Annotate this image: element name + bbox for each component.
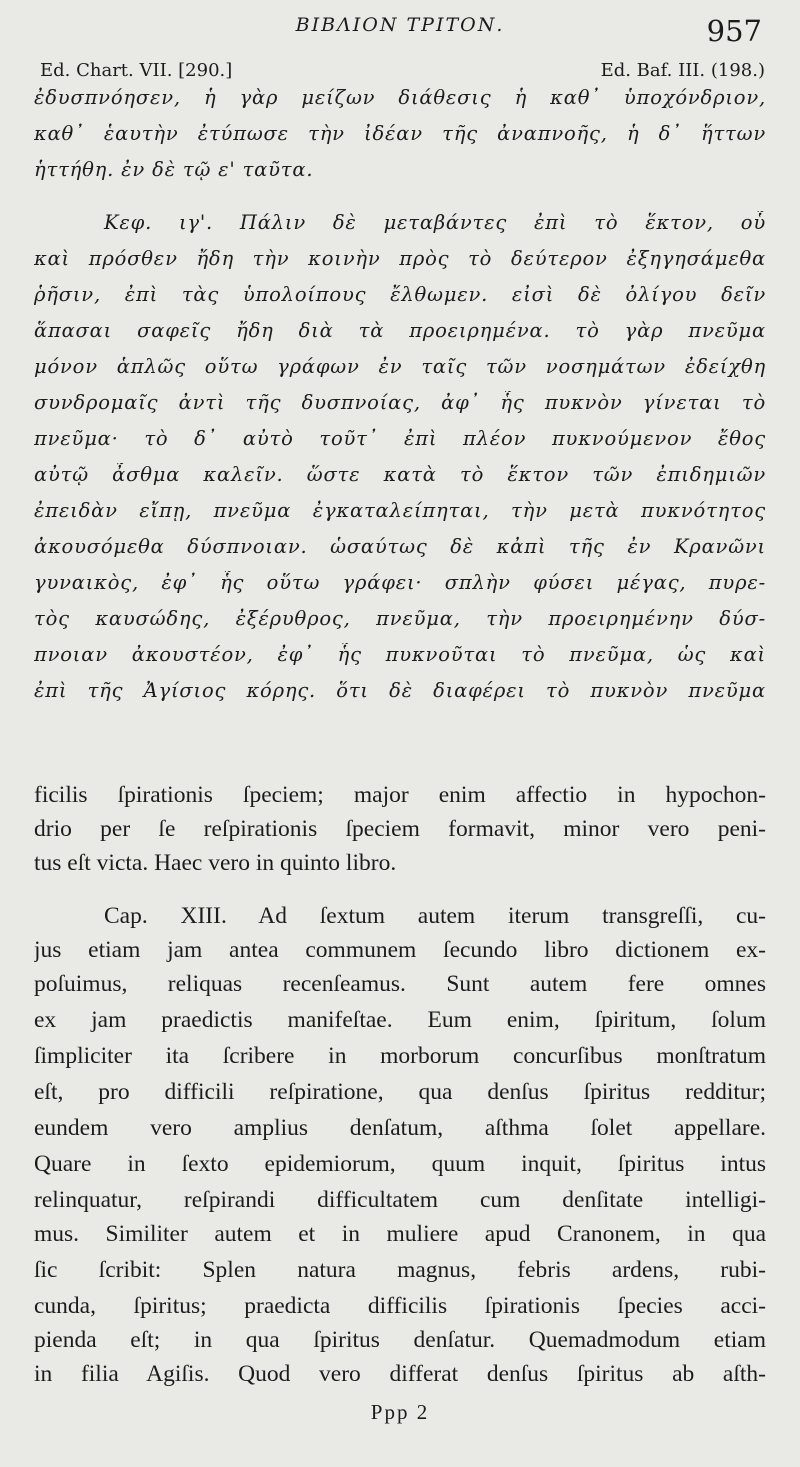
greek-line: ἡττήθη. ἐν δὲ τῷ ε' ταῦτα. [34, 158, 314, 181]
page-number: 957 [706, 14, 762, 48]
running-head: ΒΙΒΛΙΟΝ ΤΡΙΤΟΝ. [295, 14, 505, 36]
greek-line: ἅπασαι σαφεῖς ἤδη διὰ τὰ προειρημένα. τὸ γὰρ πνεῦμα [34, 319, 766, 342]
latin-line: Cap. XIII. Ad ſextum autem iterum transgreſſi, cu- [104, 903, 766, 929]
latin-line: eſt, pro difficili reſpiratione, qua denſus ſpiritus redditur; [34, 1079, 766, 1105]
signature-mark: Ppp 2 [370, 1400, 430, 1424]
latin-line: drio per ſe reſpirationis ſpeciem formavit, minor vero peni- [34, 816, 766, 842]
latin-line: eundem vero amplius denſatum, aſthma ſolet appellare. [34, 1115, 766, 1141]
greek-line: πνεῦμα· τὸ δ᾽ αὐτὸ τοῦτ᾽ ἐπὶ πλέον πυκνούμενον ἔθος [34, 427, 766, 450]
latin-line: in filia Agiſis. Quod vero differat denſus ſpiritus ab aſth- [34, 1361, 766, 1387]
greek-line: γυναικὸς, ἐφ᾽ ἧς οὕτω γράφει· σπλὴν φύσει μέγας, πυρε- [34, 571, 766, 594]
greek-line: ἀκουσόμεθα δύσπνοιαν. ὡσαύτως δὲ κἀπὶ τῆς ἐν Κρανῶνι [34, 535, 766, 558]
latin-line: ſimpliciter ita ſcribere in morborum concurſibus monſtratum [34, 1043, 766, 1069]
latin-line: ex jam praedictis manifeſtae. Eum enim, ſpiritum, ſolum [34, 1007, 766, 1033]
greek-line: Κεφ. ιγ'. Πάλιν δὲ μεταβάντες ἐπὶ τὸ ἕκτον, οὗ [104, 211, 766, 234]
latin-line: ſic ſcribit: Splen natura magnus, febris ardens, rubi- [34, 1257, 766, 1283]
greek-line: καὶ πρόσθεν ἤδη τὴν κοινὴν πρὸς τὸ δεύτερον ἐξηγησάμεθα [34, 247, 766, 270]
greek-line: τὸς καυσώδης, ἐξέρυθρος, πνεῦμα, τὴν προειρημένην δύσ- [34, 607, 766, 630]
greek-line: ἐπὶ τῆς Ἀγίσιος κόρης. ὅτι δὲ διαφέρει τὸ πυκνὸν πνεῦμα [34, 679, 766, 702]
edition-reference-line [40, 60, 765, 81]
latin-line: poſuimus, reliquas recenſeamus. Sunt autem fere omnes [34, 971, 766, 997]
greek-line: μόνον ἁπλῶς οὕτω γράφων ἐν ταῖς τῶν νοσημάτων ἐδείχθη [34, 355, 766, 378]
greek-line: πνοιαν ἀκουστέον, ἐφ᾽ ἧς πυκνοῦται τὸ πνεῦμα, ὡς καὶ [34, 643, 766, 666]
greek-line: ῥῆσιν, ἐπὶ τὰς ὑπολοίπους ἔλθωμεν. εἰσὶ δὲ ὀλίγου δεῖν [34, 283, 766, 306]
greek-line: αὐτῷ ἆσθμα καλεῖν. ὥστε κατὰ τὸ ἕκτον τῶν ἐπιδημιῶν [34, 463, 766, 486]
latin-line: jus etiam jam antea communem ſecundo libro dictionem ex- [34, 937, 766, 963]
latin-line: cunda, ſpiritus; praedicta difficilis ſpirationis ſpecies acci- [34, 1293, 766, 1319]
latin-line: ficilis ſpirationis ſpeciem; major enim affectio in hypochon- [34, 782, 766, 808]
greek-line: καθ᾽ ἑαυτὴν ἐτύπωσε τὴν ἰδέαν τῆς ἀναπνοῆς, ἡ δ᾽ ἥττων [34, 122, 766, 145]
latin-line: mus. Similiter autem et in muliere apud Cranonem, in qua [34, 1221, 766, 1247]
latin-line: relinquatur, reſpirandi difficultatem cum denſitate intelligi- [34, 1187, 766, 1213]
latin-line: pienda eſt; in qua ſpiritus denſatur. Quemadmodum etiam [34, 1327, 766, 1353]
edition-basel-reference: Ed. Baf. III. (198.) [600, 60, 765, 81]
greek-line: ἐπειδὰν εἴπῃ, πνεῦμα ἐγκαταλείπηται, τὴν μετὰ πυκνότητος [34, 499, 766, 522]
edition-chart-reference: Ed. Chart. VII. [290.] [40, 60, 233, 81]
greek-line: συνδρομαῖς ἀντὶ τῆς δυσπνοίας, ἀφ᾽ ἧς πυκνὸν γίνεται τὸ [34, 391, 766, 414]
latin-line: tus eſt victa. Haec vero in quinto libro. [34, 850, 397, 876]
latin-line: Quare in ſexto epidemiorum, quum inquit, ſpiritus intus [34, 1151, 766, 1177]
greek-line: ἐδυσπνόησεν, ἡ γὰρ μείζων διάθεσις ἡ καθ᾽ ὑποχόνδριον, [34, 86, 766, 109]
